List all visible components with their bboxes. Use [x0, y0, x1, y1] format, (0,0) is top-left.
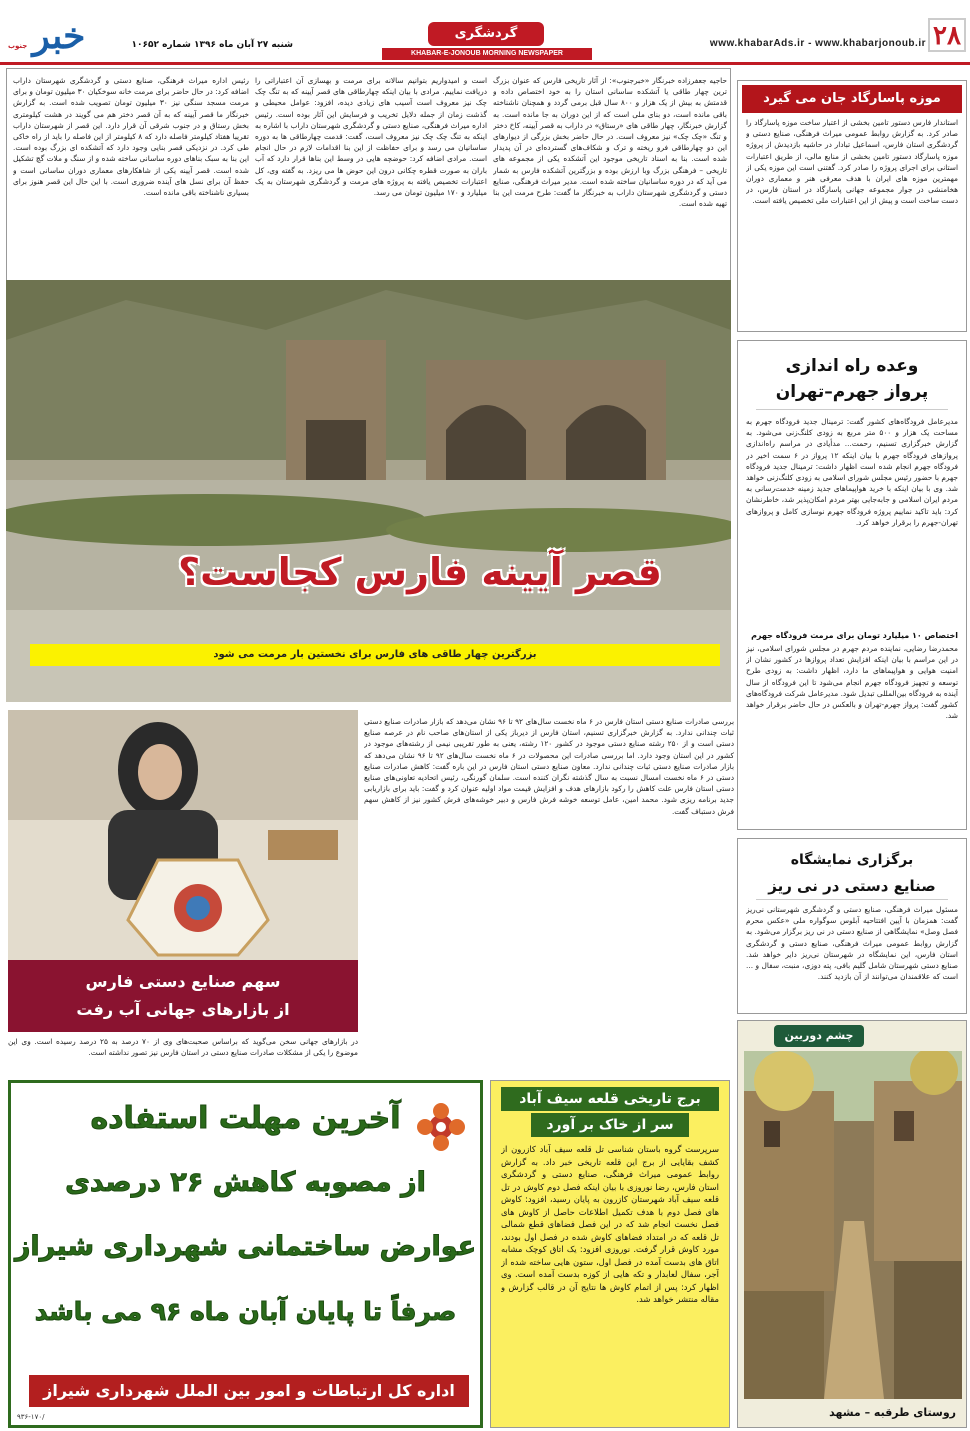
- tower-body: سرپرست گروه باستان شناسی تل قلعه سیف آباد کازرون از کشف بقایایی از برج این قلعه تاریخی خبر داد. به گزارش روابط عمومی میراث فرهنگی، صنایع دستی و گردشگری استان فارس، رضا نوروزی با بیان اینکه فصل دوم کاوش در تل قلعه سیف آباد شهرستان کازرون به پایان رسید، افزود: کاوش های فصل دوم با هدف تکمیل اطلاعات حاصل از کاوش های فصل نخست انجام شد که در این فصل فضاهای قطع شمالی تل قلعه که در امتداد فضاهای کاوش شده در فصل اول بودند، مورد کاوش قرار گرفت. نوروزی افزود: یک اتاق کوچک مشابه اتاق های بدست آمده در فصل اول، ستون هایی ساخته شده از آجر، سفال لعابدار و تکه هایی از کوزه بدست آمده است. وی اظهار کرد: پس از اتمام کاوش ها نتایج آن در قالب گزارش و مقاله منتشر خواهد شد.: [501, 1144, 719, 1304]
- ad-line-3: عوارض ساختمانی شهرداری شیراز: [14, 1231, 477, 1262]
- castle-photo: [6, 280, 731, 702]
- expo-body: مسئول میراث فرهنگی، صنایع دستی و گردشگری شهرستانی نی‌ریز گفت: همزمان با آیین افتتاحیه آبلوس سوگواره ملی «عکس محرم فصل وصل» نمایشگاهی از صنایع دستی در نی ریز برگزار می‌شود. به گزارش روابط عمومی میراث فرهنگی، صنایع دستی و گردشگری استان فارس، این نمایشگاه در شهرستان نی‌ریز دایر خواهد شد. صنایع دستی شهرستان شامل گلیم بافی، پته دوزی، منبت، سفال و ... است که علاقمندان می‌توانند از آن بازدید کنند.: [746, 905, 958, 982]
- ad-sponsor: اداره کل ارتباطات و امور بین الملل شهرداری شیراز: [29, 1375, 469, 1407]
- ad-line-1: آخرین مهلت استفاده: [90, 1101, 401, 1136]
- ad-line-2: از مصوبه کاهش ۲۶ درصدی: [65, 1167, 426, 1198]
- tower-title-line2: سر از خاک بر آورد: [531, 1113, 689, 1137]
- expo-title-line2: صنایع دستی در نی ریز: [756, 873, 948, 900]
- header-divider: [0, 62, 970, 65]
- ad-line-4: صرفاً تا پایان آبان ماه ۹۶ می باشد: [34, 1297, 457, 1326]
- village-alley-photo: [744, 1051, 962, 1399]
- main-column-3: رئیس اداره میراث فرهنگی، صنایع دستی و گردشگری شهرستان داراب اضافه کرد: در حال حاضر برای مرمت خانه سوخکیان ۳۰ میلیون تومان و برای مرمت مسجد سنگی نیز ۳۰ میلیون تومان تصویب شده است. به گزارش خبرنگار ما قصر آیینه که به آن قصر دختر هم می گویند در هشت کیلومتری بخش رستاق و در جنوب شرقی آن قرار دارد. این قصر از شهرستان داراب تقریبا هفتاد کیلومتر فاصله دارد که ۸ کیلومتر از این فاصله را باید از راه خاکی طی کرد. در نزدیکی قصر بنایی وجود دارد که آتشکده ای بزرگ بوده است. این بنا به سبک بناهای دوره ساسانی ساخته شده و از سنگ و ملات گچ تشکیل شده است. قصر آیینه یکی از شاهکارهای معماری دوران ساسانی است و حفظ آن برای نسل های آینده ضروری است. با این حال این قصر هنوز برای بسیاری ناشناخته باقی مانده است.: [13, 76, 249, 198]
- newspaper-english-name: KHABAR-E-JONOUB MORNING NEWSPAPER: [382, 48, 592, 60]
- main-column-2: است و امیدواریم بتوانیم سالانه برای مرمت و بهسازی آن اعتباراتی را دریافت نماییم. مرادی با بیان اینکه چهارطاقی های قصر آیینه که به تنگ چک چک نیز معروف است آسیب های زیادی دیده، افزود: عوامل محیطی و گذشت زمان از جمله دلایل تخریب و فرسایش این آثار بوده است. رئیس اداره میراث فرهنگی، صنایع دستی و گردشگری شهرستان داراب با اشاره به اینکه به تنگ چک چک نیز معروف است، گفت: قدمت چهارطاقی ها به دوره ساسانیان می رسد و برای حفاظت از این بنا اقدامات لازم در حال انجام است. مرادی اضافه کرد: حوضچه هایی در وسط این بناها قرار دارد که آب باران به صورت قطره چکانی درون این حوض ها می ریزد. به گفته وی، کل اعتبارات تخصیص یافته به پروژه های مرمت و گردشگری شهرستان به یک میلیارد و ۱۷۰ میلیون تومان می رسد.: [255, 76, 487, 198]
- museum-title: موزه پاسارگاد جان می گیرد: [742, 85, 962, 113]
- tower-article: [490, 1080, 730, 1428]
- handcraft-body-continued: در بازارهای جهانی سخن می‌گوید که براساس صحبت‌های وی از ۷۰ درصد به ۲۵ درصد رسیده است. وی این موضوع را یکی از مشکلات صادرات صنایع دستی در استان فارس نیز تصور نداشته است.: [8, 1037, 358, 1058]
- newspaper-logo: [8, 16, 113, 60]
- expo-title-line1: برگزاری نمایشگاه: [790, 852, 914, 868]
- flight-body: مدیرعامل فرودگاه‌های کشور گفت: ترمینال جدید فرودگاه جهرم به مساحت یک هزار و ۵۰۰ متر مربع به زودی کلنگ‌زنی می‌شود. به گزارش خبرگزاری تسنیم، رحمت... مدأیادی در مراسم راه‌اندازی پروازهای فرودگاه جهرم با بیان اینکه ۱۲ پرواز در ۶ سمت اخیر در فرودگاه جهرم انجام شده است اظهار داشت: ترمینال جدید فرودگاه جهرم با حضور رئیس مجلس شورای اسلامی به زودی کلنگ‌زنی خواهد شد. وی با بیان اینکه با خرید هواپیماهای جدید زمینه خدمت‌رسانی به مردم ایران اسلامی و جابه‌جایی بهتر مردم امکان‌پذیر شد، خاطرنشان کرد: باید تاکید نماییم پروژه فرودگاه جهرم نوسازی کامل و پروازهای تهران-جهرم را برقرار خواهد کرد.: [746, 417, 958, 527]
- page-number: ۲۸: [928, 18, 966, 52]
- dateline: شنبه ۲۷ آبان ماه ۱۳۹۶ شماره ۱۰۶۵۲: [131, 40, 293, 50]
- handcraft-photo: [8, 710, 358, 960]
- handcraft-headline-line2: از بازارهای جهانی آب رفت: [76, 1000, 290, 1019]
- museum-body: استاندار فارس دستور تامین بخشی از اعتبار ساخت موزه پاسارگاد را صادر کرد. به گزارش روابط عمومی میراث فرهنگی، صنایع دستی و گردشگری استان فارس، اسماعیل تبادار در حاشیه بازدیدش از پروژه موزه پاسارگاد دستور تامین بخشی از منابع مالی، از طریق اعتبارات استانی برای اجرای پروژه را صادر کرد. گفتنی است این موزه یکی از مهمترین موزه های ایران با هدف معرفی هنر و معماری دوران هخامنشی در جوار مجموعه جهانی پاسارگاد در استان فارس، در دست ساخت است و پیش از این اعتبارات ملی تخصیص یافته است.: [746, 118, 958, 206]
- ad-code: ۹۳۶-۱۷۰/: [17, 1413, 45, 1421]
- flight-title-line2: پرواز جهرم–تهران: [756, 379, 948, 410]
- main-subheadline: بزرگترین چهار طاقی های فارس برای نخستین بار مرمت می شود: [30, 644, 720, 666]
- flight-subhead: اختصاص ۱۰ میلیارد تومان برای مرمت فرودگاه جهرم: [751, 631, 958, 640]
- logo-small-text: جنوب: [8, 42, 28, 50]
- flight-title-line1: وعده راه اندازی: [785, 356, 919, 376]
- main-column-1: حاجیه جعفرزاده خبرنگار «خبرجنوب»: از آثار تاریخی فارس که عنوان بزرگ ترین چهار طاقی یا آتشکده ساسانی استان را به خود اختصاص داده و قدمتش به بیش از یک هزار و ۸۰۰ سال قبل برمی گردد و همچنان ناشناخته باقی مانده است، دو بنای ملی است که از این دوران به جا مانده است. به گزارش خبرنگار، چهار طاقی های «رستاق» در داراب به قصر آیینه، کاخ دختر و تنگ «چک چک» نیز معروف است. در حال حاضر بخش بزرگی از دیوارهای این دو چهارطاقی فرو ریخته و ترک و شکاف‌های گسترده‌ای در آن پدیدار شده است. بنا به اسناد تاریخی موجود این آتشکده یکی از مجموعه های تاریخی – فرهنگی بزرگ وبا ارزش بوده و بزرگترین آتشکده فارس به شمار می آید که در دوره ساسانیان ساخته شده است. مدیر میراث فرهنگی، صنایع دستی و گردشگری شهرستان داراب به خبرنگار ما گفت: طرح مرمت این بنا تهیه شده است.: [493, 76, 727, 209]
- museum-article: [737, 80, 967, 332]
- website-links[interactable]: www.khabarAds.ir - www.khabarjonoub.ir: [709, 38, 926, 49]
- expo-article: [737, 838, 967, 1014]
- section-badge: گردشگری: [428, 22, 544, 46]
- handcraft-body: بررسی صادرات صنایع دستی استان فارس در ۶ ماه نخست سال‌های ۹۲ تا ۹۶ نشان می‌دهد که بازار صادرات صنایع دستی ثبات چندانی ندارد. به گزارش خبرگزاری تسنیم، استان فارس از دیرباز یکی از استان‌های صاحب نام در عرصه صنایع دستی است و از ۲۵۰ رشته صنایع دستی موجود در کشور ۱۲۰ رشته، یعنی به طور تقریبی نیمی از رشته‌های موجود در کشور در این استان وجود دارد. اما بررسی صادرات این محصولات در ۶ ماه نخست سال‌های ۹۲ تا ۹۶ نشان می‌دهد که بازار صادرات صنایع دستی ثبات چندانی ندارد. معاون صنایع دستی استان فارس در این باره گفت: کاهش صادرات صنایع دستی در ۶ ماه نخست امسال نسبت به سال گذشته نگران کننده است. سلمان گورنگی، رئیس اتحادیه تعاونی‌های صنایع دستی استان فارس علت کاهش را رکود بازارهای هدف و افزایش قیمت مواد اولیه عنوان کرد و گفت: باید برای بازاریابی جدید برنامه ریزی شود. محمد امین، عامل توسعه خوشه فرش فارس و دبیر خوشه‌های فرش کشور نیز از کاهش سهم فرش دستباف گفت.: [364, 717, 734, 816]
- main-headline: قصر آیینه فارس کجاست؟: [178, 550, 662, 594]
- photo-of-the-day: [737, 1020, 967, 1428]
- logo-text: خبر: [32, 15, 86, 57]
- handcraft-headline-line1: سهم صنایع دستی فارس: [85, 972, 281, 991]
- photo-section-badge: چشم دوربین: [774, 1025, 864, 1047]
- flight-body-2: محمدرضا رضایی، نماینده مردم جهرم در مجلس شورای اسلامی، نیز در این مراسم با بیان اینکه افزایش تعداد پروازها در کشور نشان از امنیت هوایی و هواپیماهای ما دارد، اظهار داشت: به زودی طرح توسعه و تجهیز فرودگاه جهرم انجام می‌شود تا این فرودگاه از سال آینده به فرودگاه بین‌المللی تبدیل شود. مدیرعامل شرکت فرودگاه‌های کشور گفت: پرواز جهرم-تهران و بالعکس در حال حاضر برقرار خواهد شد.: [746, 644, 958, 721]
- photo-caption: روستای طرقبه – مشهد: [829, 1406, 956, 1419]
- masthead: [0, 0, 970, 62]
- flight-article: [737, 340, 967, 830]
- tower-title-line1: برج تاریخی قلعه سیف آباد: [501, 1087, 719, 1111]
- shiraz-municipality-logo-icon: [411, 1097, 471, 1157]
- municipality-advertisement: [8, 1080, 483, 1428]
- handcraft-headline: [8, 960, 358, 1032]
